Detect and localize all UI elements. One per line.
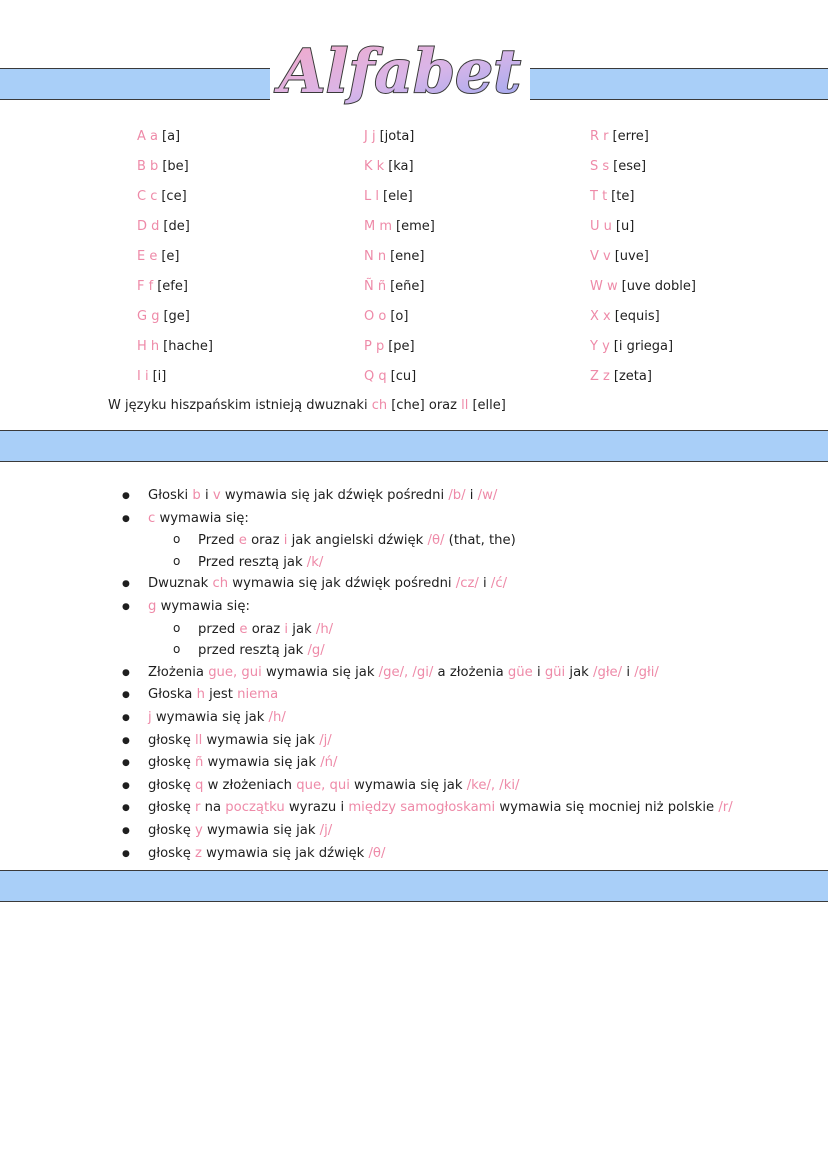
highlight-text: między samogłoskami [348, 800, 496, 816]
letter-pair: K k [364, 159, 385, 174]
letter-name: [ge] [163, 309, 190, 324]
rule-text: wymawia się jak dźwięk pośredni [220, 488, 449, 503]
letter-name: [ce] [161, 189, 187, 204]
highlight-text: güe [507, 664, 533, 680]
digraph-note-text: [elle] [468, 398, 506, 413]
rule-text: i [478, 576, 491, 592]
list-item [120, 684, 820, 707]
list-item [120, 843, 820, 866]
letter-pair: S s [590, 159, 610, 174]
highlight-text: ll [195, 732, 203, 748]
highlight-text: początku [225, 800, 285, 816]
digraph-note-text: [che] oraz [387, 398, 462, 413]
letter-pair: J j [364, 129, 376, 144]
letter-pair: P p [364, 339, 385, 354]
highlight-text: /ć/ [490, 576, 508, 592]
alphabet-entry [137, 306, 357, 336]
rule-text: Przed [198, 533, 239, 549]
letter-pair: H h [137, 339, 160, 354]
alphabet-entry [364, 126, 584, 156]
rule-text: wymawia się: [155, 510, 249, 526]
alphabet-column-3 [590, 126, 810, 396]
highlight-text: e [238, 533, 247, 549]
rule-text: wyrazu i [284, 800, 349, 816]
highlight-text: /głi/ [634, 664, 659, 680]
rule-text: wymawia się jak [151, 709, 269, 725]
alphabet-entry [137, 276, 357, 306]
letter-pair: E e [137, 249, 158, 264]
rule-text: wymawia się jak [202, 822, 320, 838]
highlight-text: e [239, 621, 248, 637]
rule-text: głoskę [148, 845, 195, 861]
list-item [120, 752, 820, 775]
rule-text: i [622, 664, 635, 680]
rule-text: oraz [246, 533, 284, 549]
alphabet-entry [590, 276, 810, 306]
letter-name: [ese] [613, 159, 647, 174]
rule-text: głoskę [148, 777, 195, 793]
letter-name: [u] [615, 219, 635, 234]
rule-text: i [465, 488, 478, 503]
letter-pair: U u [590, 219, 612, 234]
highlight-text: q [195, 777, 204, 793]
highlight-text: c [148, 510, 156, 526]
rule-text: jest [204, 687, 238, 703]
digraph-ch: ch [371, 398, 388, 413]
letter-name: [hache] [163, 339, 213, 354]
highlight-text: h [196, 687, 205, 703]
rule-text: w złożeniach [203, 777, 297, 793]
alphabet-column-2 [364, 126, 584, 396]
letter-name: [ele] [383, 189, 413, 204]
title-text: Alfabet [279, 37, 521, 107]
highlight-text: g [148, 598, 157, 614]
letter-pair: X x [590, 309, 611, 324]
letter-name: [uve doble] [621, 279, 696, 294]
letter-pair: M m [364, 219, 393, 234]
highlight-text: /g/ [307, 643, 325, 659]
alphabet-entry [364, 366, 584, 396]
alphabet-entry [364, 186, 584, 216]
alphabet-entry [590, 366, 810, 396]
letter-pair: W w [590, 279, 618, 294]
list-item [120, 573, 820, 596]
letter-name: [a] [162, 129, 181, 144]
list-item [120, 797, 820, 820]
highlight-text: r [195, 800, 201, 816]
rule-text: na [200, 800, 226, 816]
highlight-text: güi [544, 664, 566, 680]
letter-pair: B b [137, 159, 159, 174]
highlight-text: i [284, 621, 289, 637]
rule-text: Dwuznak [148, 576, 213, 592]
highlight-text: niema [237, 687, 279, 703]
rule-text: jak angielski dźwięk [287, 533, 428, 549]
highlight-text: /głe/ [593, 664, 623, 680]
alphabet-entry [137, 216, 357, 246]
letter-name: [de] [163, 219, 190, 234]
letter-pair: G g [137, 309, 160, 324]
title-lettering [270, 26, 530, 112]
highlight-text: v [212, 488, 221, 503]
rule-text: jak [288, 621, 316, 637]
highlight-text: /b/ [448, 488, 466, 503]
list-item [120, 596, 820, 619]
letter-name: [ene] [390, 249, 425, 264]
letter-pair: D d [137, 219, 160, 234]
highlight-text: b [192, 488, 201, 503]
alphabet-entry [364, 246, 584, 276]
highlight-text: z [195, 845, 202, 861]
alphabet-entry [364, 336, 584, 366]
alphabet-entry [137, 186, 357, 216]
alphabet-entry [590, 186, 810, 216]
rule-text: wymawia się jak [349, 777, 467, 793]
rule-text: Głoski [148, 488, 193, 503]
alphabet-entry [590, 246, 810, 276]
highlight-text: /ge/, /gi/ [378, 664, 434, 680]
highlight-text: i [283, 533, 288, 549]
letter-name: [equis] [614, 309, 660, 324]
list-item [120, 775, 820, 798]
highlight-text: ñ [195, 755, 204, 771]
rule-text: przed [198, 621, 240, 637]
letter-name: [te] [611, 189, 635, 204]
pronunciation-rules-list [120, 485, 820, 865]
letter-name: [ka] [388, 159, 414, 174]
rule-text: Głoska [148, 687, 197, 703]
highlight-text: /w/ [477, 488, 498, 503]
alphabet-entry [590, 126, 810, 156]
rule-text: oraz [247, 621, 285, 637]
sub-list-item [120, 530, 820, 552]
alphabet-entry [137, 126, 357, 156]
letter-name: [i griega] [613, 339, 674, 354]
highlight-text: /j/ [319, 732, 332, 748]
letter-name: [erre] [612, 129, 649, 144]
rule-text: Złożenia [148, 664, 209, 680]
sub-list-item [120, 552, 820, 574]
letter-pair: O o [364, 309, 387, 324]
highlight-text: j [148, 709, 152, 725]
letter-pair: Y y [590, 339, 610, 354]
rule-text: i [200, 488, 213, 503]
alphabet-entry [364, 306, 584, 336]
alphabet-entry [137, 246, 357, 276]
rule-text: Przed resztą jak [198, 554, 307, 570]
highlight-text: /j/ [319, 822, 333, 838]
rule-text: wymawia się jak [203, 755, 321, 771]
letter-pair: T t [590, 189, 608, 204]
highlight-text: /ń/ [320, 755, 338, 771]
letter-name: [be] [162, 159, 189, 174]
letter-name: [cu] [390, 369, 417, 384]
letter-name: [zeta] [613, 369, 652, 384]
sub-list-item [120, 640, 820, 662]
list-item [120, 730, 820, 753]
letter-name: [eñe] [390, 279, 425, 294]
alphabet-entry [137, 366, 357, 396]
alphabet-entry [590, 216, 810, 246]
rule-text: (that, the) [444, 533, 516, 549]
highlight-text: /θ/ [368, 845, 386, 861]
list-item [120, 820, 820, 843]
letter-pair: N n [364, 249, 387, 264]
letter-name: [uve] [614, 249, 649, 264]
list-item [120, 707, 820, 730]
highlight-text: /cz/ [455, 576, 479, 592]
list-item [120, 662, 820, 685]
rule-text: przed resztą jak [198, 643, 308, 659]
rule-text: jak [565, 664, 593, 680]
letter-name: [o] [390, 309, 409, 324]
highlight-text: /h/ [268, 709, 286, 725]
rule-text: wymawia się jak [261, 664, 379, 680]
rule-text: wymawia się jak [202, 732, 320, 748]
alphabet-entry [137, 156, 357, 186]
alphabet-entry [364, 156, 584, 186]
letter-pair: F f [137, 279, 154, 294]
alphabet-entry [590, 306, 810, 336]
letter-name: [e] [161, 249, 180, 264]
letter-name: [efe] [157, 279, 188, 294]
letter-pair: C c [137, 189, 158, 204]
letter-pair: Q q [364, 369, 387, 384]
letter-pair: A a [137, 129, 158, 144]
highlight-text: /θ/ [427, 533, 445, 549]
rule-text: a złożenia [433, 664, 508, 680]
letter-pair: L l [364, 189, 379, 204]
rule-text: głoskę [148, 800, 195, 816]
highlight-text: que, qui [296, 777, 350, 793]
rule-text: wymawia się: [156, 598, 250, 614]
highlight-text: ch [212, 576, 229, 592]
sub-list-item [120, 619, 820, 641]
alphabet-entry [137, 336, 357, 366]
list-item [120, 485, 820, 508]
alphabet-entry [590, 336, 810, 366]
rule-text: głoskę [148, 822, 195, 838]
letter-pair: R r [590, 129, 609, 144]
letter-name: [i] [152, 369, 167, 384]
rule-text: głoskę [148, 755, 195, 771]
highlight-text: /r/ [718, 800, 733, 816]
digraph-ll: ll [461, 398, 469, 413]
alphabet-column-1 [137, 126, 357, 396]
rule-text: głoskę [148, 732, 195, 748]
letter-name: [jota] [379, 129, 415, 144]
rule-text: i [532, 664, 545, 680]
highlight-text: /ke/, /ki/ [466, 777, 520, 793]
letter-pair: I i [137, 369, 149, 384]
letter-name: [eme] [396, 219, 435, 234]
highlight-text: y [195, 822, 203, 838]
alphabet-entry [364, 276, 584, 306]
footer-band [0, 870, 828, 902]
letter-pair: Z z [590, 369, 610, 384]
rule-text: wymawia się jak dźwięk pośredni [228, 576, 456, 592]
rule-text: wymawia się jak dźwięk [201, 845, 369, 861]
highlight-text: /h/ [315, 621, 334, 637]
highlight-text: gue, gui [208, 664, 262, 680]
highlight-text: /k/ [306, 554, 324, 570]
digraph-note [108, 398, 506, 413]
letter-pair: Ñ ñ [364, 279, 387, 294]
list-item [120, 508, 820, 531]
rule-text: wymawia się mocniej niż polskie [495, 800, 719, 816]
alphabet-entry [590, 156, 810, 186]
digraph-note-text: W języku hiszpańskim istnieją dwuznaki [108, 398, 372, 413]
divider-band [0, 430, 828, 462]
page-title [270, 26, 530, 112]
letter-pair: V v [590, 249, 611, 264]
alphabet-entry [364, 216, 584, 246]
letter-name: [pe] [388, 339, 415, 354]
